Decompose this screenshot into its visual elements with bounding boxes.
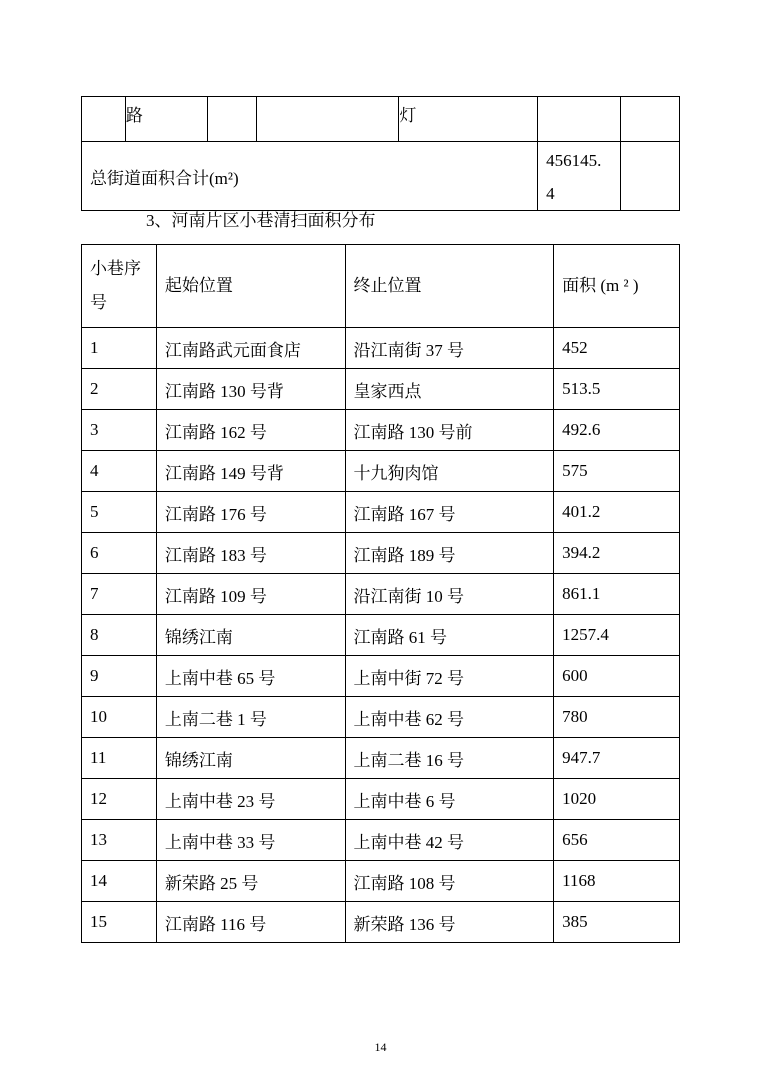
cell-no: 13 bbox=[82, 820, 157, 861]
cell-no: 11 bbox=[82, 738, 157, 779]
cell-area: 401.2 bbox=[554, 492, 680, 533]
cell-area: 861.1 bbox=[554, 574, 680, 615]
table-row bbox=[82, 861, 680, 902]
header-end: 终止位置 bbox=[345, 245, 554, 328]
cell-end: 上南中巷 6 号 bbox=[345, 779, 554, 820]
table-header-row bbox=[82, 245, 680, 328]
cell-no: 14 bbox=[82, 861, 157, 902]
cell-end: 江南路 167 号 bbox=[345, 492, 554, 533]
cell-area: 394.2 bbox=[554, 533, 680, 574]
cell-no: 9 bbox=[82, 656, 157, 697]
table-cell-light: 灯 bbox=[399, 97, 538, 142]
table-cell bbox=[621, 97, 680, 142]
cell-end: 江南路 130 号前 bbox=[345, 410, 554, 451]
cell-start: 上南中巷 23 号 bbox=[156, 779, 345, 820]
total-area-label: 总街道面积合计(m²) bbox=[82, 142, 538, 211]
cell-end: 上南中巷 62 号 bbox=[345, 697, 554, 738]
table-cell bbox=[538, 97, 621, 142]
cell-end: 江南路 108 号 bbox=[345, 861, 554, 902]
cell-start: 上南中巷 65 号 bbox=[156, 656, 345, 697]
cell-start: 江南路 162 号 bbox=[156, 410, 345, 451]
cell-end: 沿江南街 37 号 bbox=[345, 328, 554, 369]
table-row bbox=[82, 369, 680, 410]
cell-end: 上南二巷 16 号 bbox=[345, 738, 554, 779]
cell-no: 6 bbox=[82, 533, 157, 574]
page-number: 14 bbox=[374, 1040, 387, 1054]
cell-area: 575 bbox=[554, 451, 680, 492]
table-row bbox=[82, 492, 680, 533]
cell-area: 600 bbox=[554, 656, 680, 697]
cell-end: 新荣路 136 号 bbox=[345, 902, 554, 943]
table-row bbox=[82, 738, 680, 779]
cell-area: 780 bbox=[554, 697, 680, 738]
cell-no: 7 bbox=[82, 574, 157, 615]
cell-area: 452 bbox=[554, 328, 680, 369]
cell-area: 656 bbox=[554, 820, 680, 861]
cell-start: 江南路 176 号 bbox=[156, 492, 345, 533]
cell-no: 3 bbox=[82, 410, 157, 451]
table-row bbox=[82, 902, 680, 943]
table-row bbox=[82, 410, 680, 451]
table-cell-road: 路 bbox=[125, 97, 207, 142]
cell-no: 12 bbox=[82, 779, 157, 820]
cell-start: 新荣路 25 号 bbox=[156, 861, 345, 902]
table-row bbox=[82, 820, 680, 861]
cell-area: 492.6 bbox=[554, 410, 680, 451]
cell-area: 1257.4 bbox=[554, 615, 680, 656]
cell-area: 1168 bbox=[554, 861, 680, 902]
cell-area: 1020 bbox=[554, 779, 680, 820]
cell-end: 上南中街 72 号 bbox=[345, 656, 554, 697]
cell-start: 江南路 130 号背 bbox=[156, 369, 345, 410]
cell-no: 4 bbox=[82, 451, 157, 492]
header-start: 起始位置 bbox=[156, 245, 345, 328]
table-row bbox=[82, 615, 680, 656]
table-row bbox=[82, 451, 680, 492]
total-area-value-line2: 4 bbox=[546, 184, 555, 203]
table-cell bbox=[256, 97, 399, 142]
cell-start: 上南中巷 33 号 bbox=[156, 820, 345, 861]
table-row bbox=[82, 656, 680, 697]
cell-start: 上南二巷 1 号 bbox=[156, 697, 345, 738]
cell-end: 上南中巷 42 号 bbox=[345, 820, 554, 861]
table-row bbox=[82, 533, 680, 574]
cell-end: 十九狗肉馆 bbox=[345, 451, 554, 492]
cell-start: 江南路 109 号 bbox=[156, 574, 345, 615]
cell-start: 锦绣江南 bbox=[156, 615, 345, 656]
cell-no: 1 bbox=[82, 328, 157, 369]
table-row bbox=[82, 574, 680, 615]
cell-no: 15 bbox=[82, 902, 157, 943]
cell-end: 沿江南街 10 号 bbox=[345, 574, 554, 615]
cell-start: 江南路 149 号背 bbox=[156, 451, 345, 492]
table-row bbox=[82, 328, 680, 369]
cell-start: 锦绣江南 bbox=[156, 738, 345, 779]
cell-start: 江南路 183 号 bbox=[156, 533, 345, 574]
cell-no: 2 bbox=[82, 369, 157, 410]
table-row bbox=[82, 779, 680, 820]
lanes-area-table bbox=[81, 244, 680, 943]
cell-no: 8 bbox=[82, 615, 157, 656]
table-cell bbox=[621, 142, 680, 211]
cell-start: 江南路武元面食店 bbox=[156, 328, 345, 369]
section-heading: 3、河南片区小巷清扫面积分布 bbox=[146, 211, 376, 230]
table-row bbox=[82, 697, 680, 738]
cell-area: 513.5 bbox=[554, 369, 680, 410]
cell-end: 皇家西点 bbox=[345, 369, 554, 410]
total-area-value-line1: 456145. bbox=[546, 151, 602, 170]
cell-start: 江南路 116 号 bbox=[156, 902, 345, 943]
cell-end: 江南路 189 号 bbox=[345, 533, 554, 574]
cell-area: 385 bbox=[554, 902, 680, 943]
street-table-fragment bbox=[81, 96, 680, 211]
header-seq-line2: 号 bbox=[90, 293, 107, 312]
cell-end: 江南路 61 号 bbox=[345, 615, 554, 656]
table-cell bbox=[82, 97, 126, 142]
table-cell bbox=[207, 97, 256, 142]
cell-no: 5 bbox=[82, 492, 157, 533]
header-seq-line1: 小巷序 bbox=[90, 259, 141, 278]
total-area-value bbox=[538, 142, 621, 211]
cell-area: 947.7 bbox=[554, 738, 680, 779]
cell-no: 10 bbox=[82, 697, 157, 738]
header-area: 面积 (m ² ) bbox=[554, 245, 680, 328]
header-seq bbox=[82, 245, 157, 328]
